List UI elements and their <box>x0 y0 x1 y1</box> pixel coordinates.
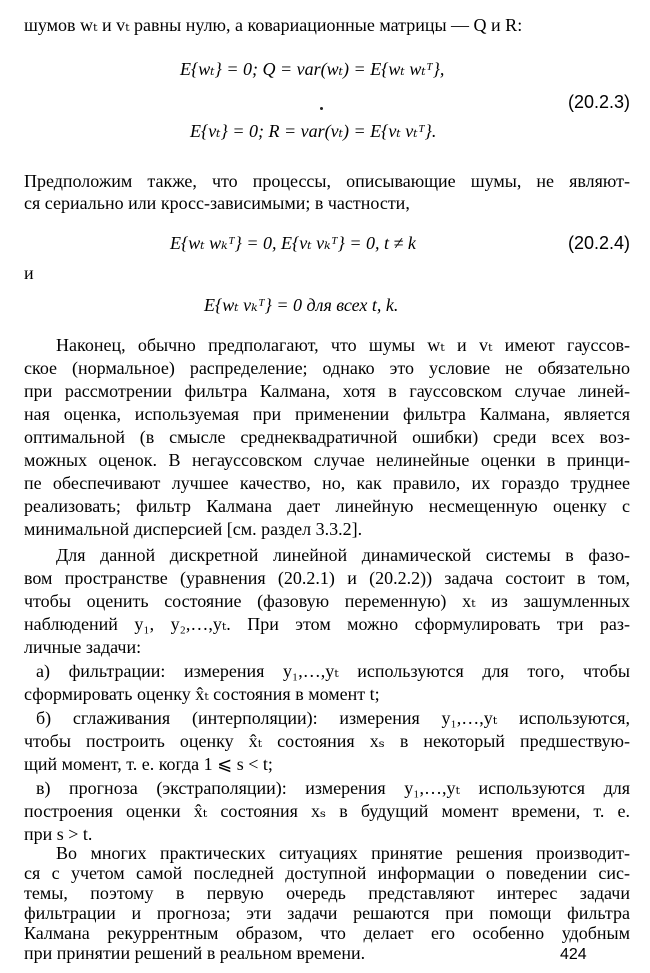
text-line-29: темы, поэтому в первую очередь представляют интерес задачи <box>24 883 630 903</box>
text-line-25: построения оценки x̂ₜ состояния xₛ в будущий момент времени, т. е. <box>24 801 630 821</box>
text-line-32: при принятии решений в реальном времени. <box>24 943 366 963</box>
text-line-23: щий момент, т. е. когда 1 ⩽ s < t; <box>24 754 273 774</box>
equation-number-20-2-3: (20.2.3) <box>567 92 630 112</box>
text-line-22: чтобы построить оценку x̂ₜ состояния xₛ в некоторый предшествую- <box>24 731 630 751</box>
text-line-17: наблюдений y₁, y₂,…,yₜ. При этом можно сформулировать три раз- <box>24 614 630 634</box>
text-line-18: личные задачи: <box>24 637 142 657</box>
text-line-2: Предположим также, что процессы, описывающие шумы, не являют- <box>24 171 630 191</box>
text-line-11: пе обеспечивают лучшее качество, но, как правило, их гораздо труднее <box>24 473 630 493</box>
text-line-31: Калмана рекуррентным образом, что делает его особенно удобным <box>24 923 630 943</box>
text-line-10: можных оценок. В негауссовском случае нелинейные оценки в принци- <box>24 450 630 470</box>
text-line-26: при s > t. <box>24 824 93 844</box>
text-line-13: минимальной дисперсией [см. раздел 3.3.2]. <box>24 519 363 539</box>
page-number-footer: 424 <box>560 946 587 963</box>
list-item-filtering: а) фильтрации: измерения y₁,…,yₜ используются для того, чтобы <box>36 661 630 681</box>
equation-cross-covariance: E{wₜ vₖᵀ} = 0 для всех t, k. <box>204 295 399 315</box>
text-line-12: реализовать; фильтр Калмана дает линейную несмещенную оценку с <box>24 496 630 516</box>
text-line-15: вом пространстве (уравнения (20.2.1) и (20.2.2)) задача состоит в том, <box>24 568 630 588</box>
list-item-smoothing: б) сглаживания (интерполяции): измерения y₁,…,yₜ используются, <box>36 708 630 728</box>
equation-20-2-3-line-2: E{vₜ} = 0; R = var(vₜ) = E{vₜ vₜᵀ}. <box>190 121 437 141</box>
text-line-7: при рассмотрении фильтра Калмана, хотя в гауссовском случае линей- <box>24 381 630 401</box>
text-line-9: оптимальной (в смысле среднеквадратичной ошибки) среди всех воз- <box>24 427 630 447</box>
scan-dot <box>320 107 323 110</box>
equation-number-20-2-4: (20.2.4) <box>567 233 630 253</box>
text-line-6: ское (нормальное) распределение; однако это условие не обязательно <box>24 358 630 378</box>
text-line-1: шумов wₜ и vₜ равны нулю, а ковариационные матрицы — Q и R: <box>24 15 523 35</box>
text-line-30: фильтрации и прогноза; эти задачи решаются при помощи фильтра <box>24 903 630 923</box>
text-line-27: Во многих практических ситуациях принятие решения производит- <box>56 843 630 863</box>
text-line-8: ная оценка, используемая при применении фильтра Калмана, является <box>24 404 630 424</box>
text-line-20: сформировать оценку x̂ₜ состояния в момент t; <box>24 684 380 704</box>
text-line-16: чтобы оценить состояние (фазовую переменную) xₜ из зашумленных <box>24 591 630 611</box>
text-line-28: ся с учетом самой последней доступной информации о поведении сис- <box>24 863 630 883</box>
text-line-14: Для данной дискретной линейной динамической системы в фазо- <box>56 545 630 565</box>
text-line-and: и <box>24 263 34 283</box>
text-line-3: ся сериально или кросс-зависимыми; в частности, <box>24 193 410 213</box>
list-item-prediction: в) прогноза (экстраполяции): измерения y₁,…,yₜ используются для <box>36 778 630 798</box>
text-line-5: Наконец, обычно предполагают, что шумы wₜ и vₜ имеют гауссов- <box>56 335 630 355</box>
equation-20-2-3-line-1: E{wₜ} = 0; Q = var(wₜ) = E{wₜ wₜᵀ}, <box>180 59 445 79</box>
equation-20-2-4: E{wₜ wₖᵀ} = 0, E{vₜ vₖᵀ} = 0, t ≠ k <box>170 233 416 253</box>
